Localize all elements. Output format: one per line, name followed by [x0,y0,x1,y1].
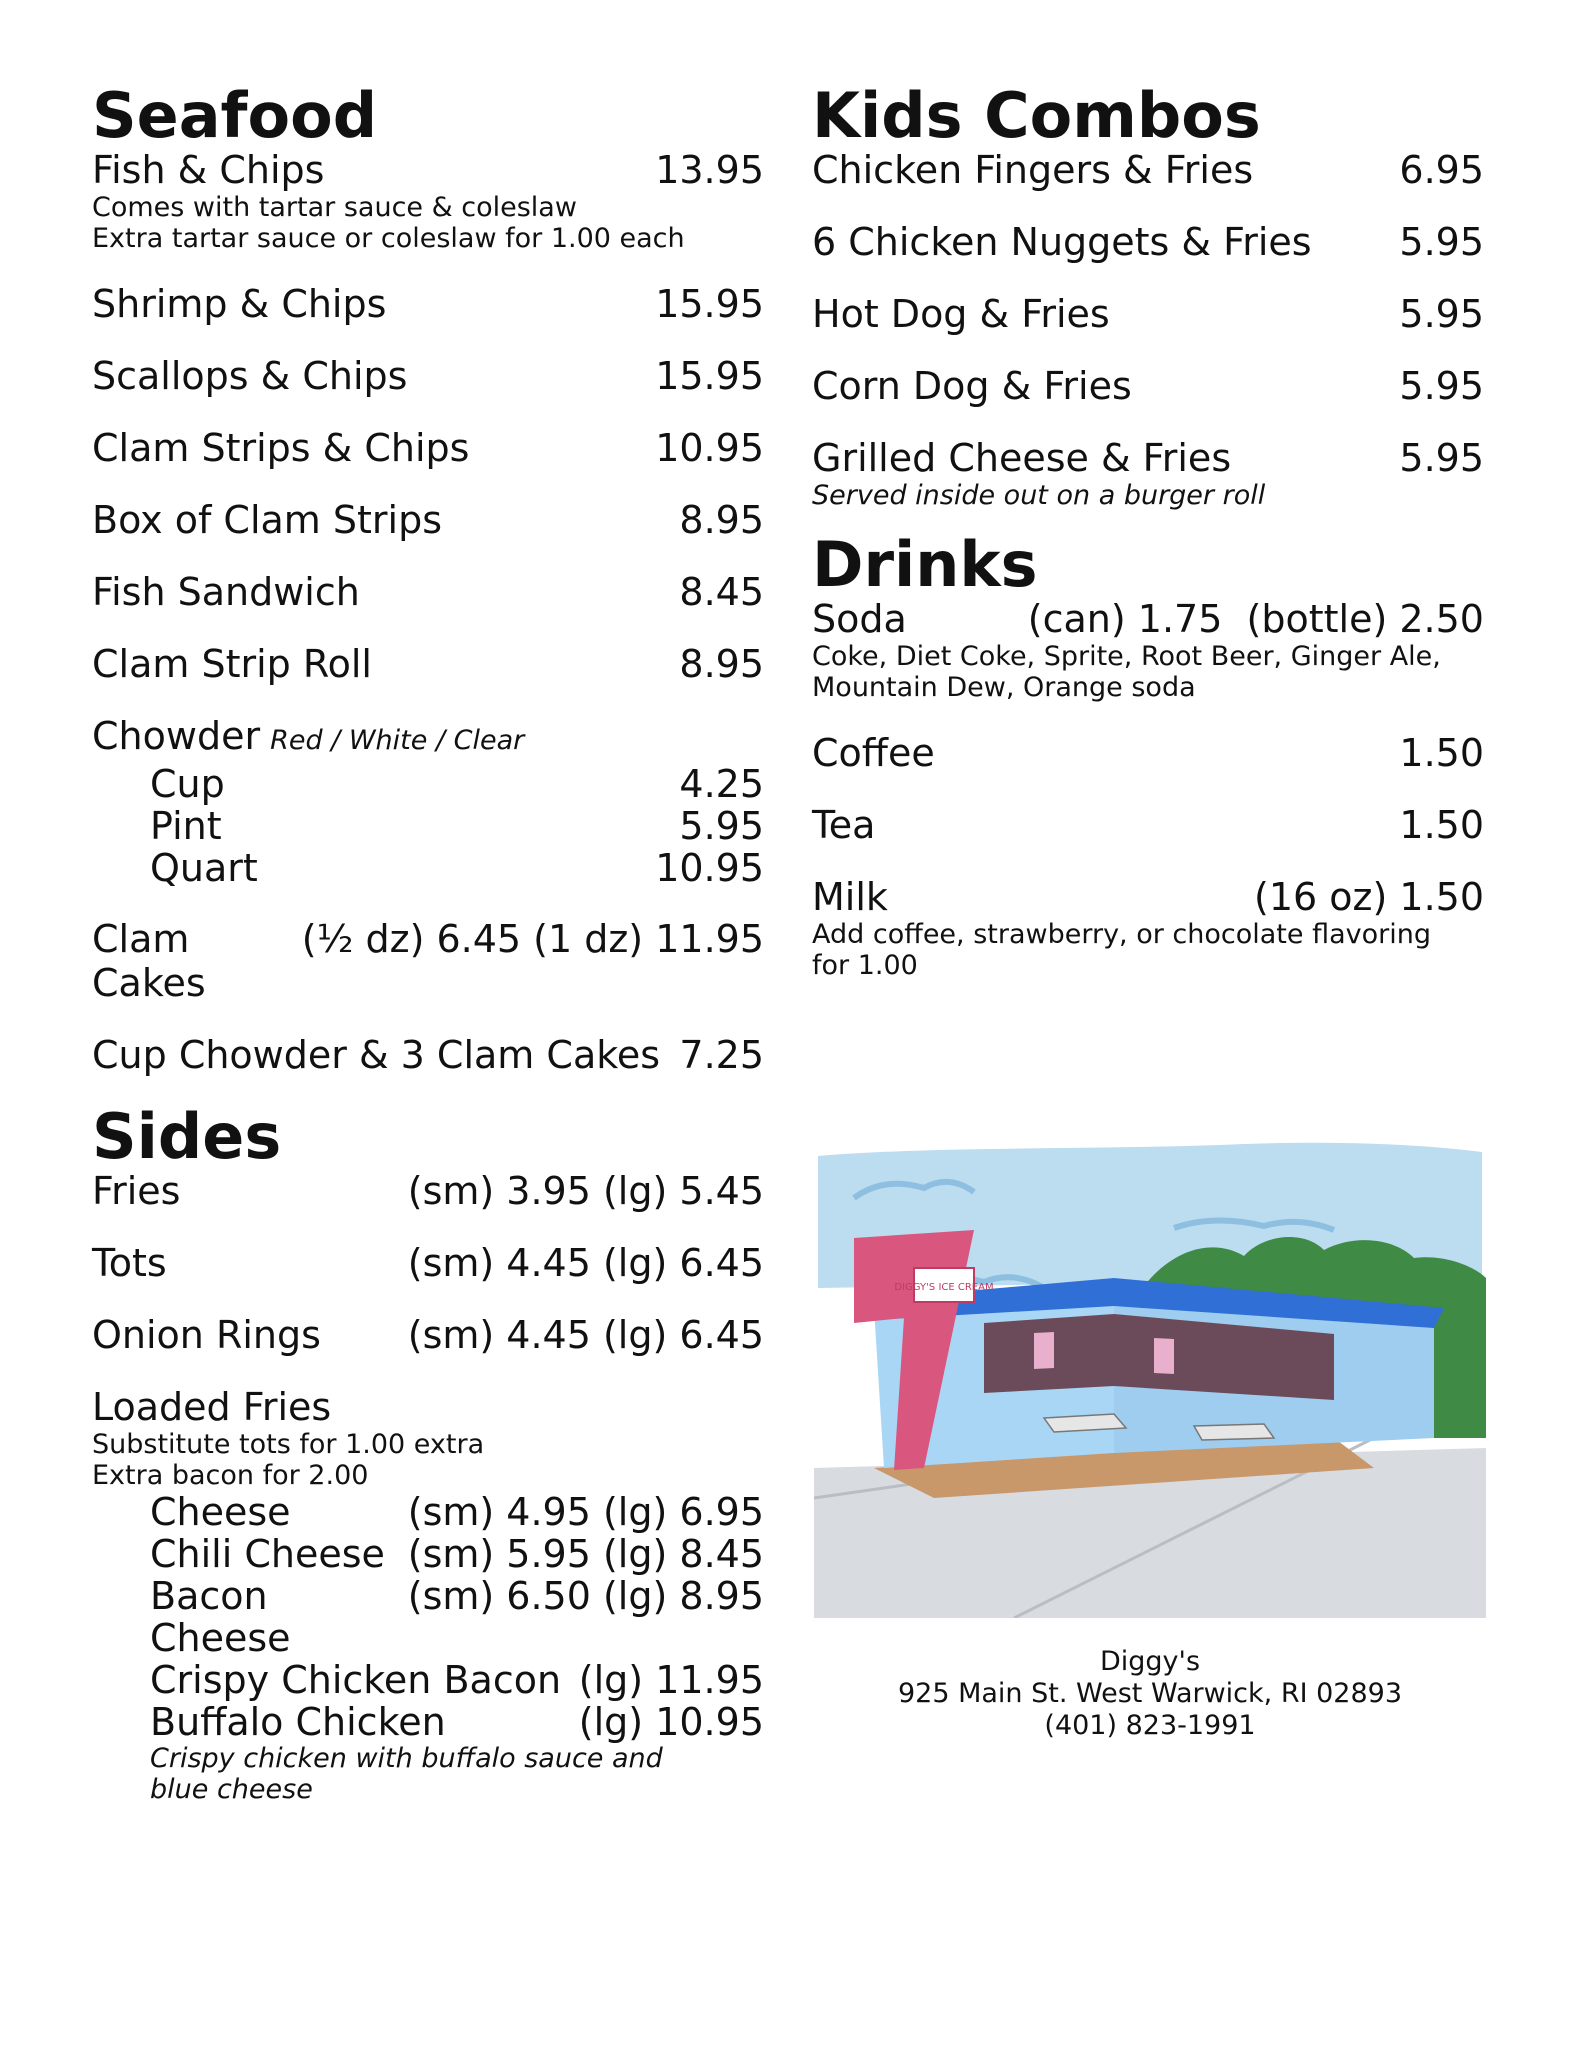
item-name: Chowder [92,714,261,758]
option-name: Crispy Chicken Bacon [150,1658,562,1702]
menu-item [92,498,764,542]
restaurant-illustration [814,1138,1486,1618]
right-column [812,79,1484,981]
kids-combos-heading: Kids Combos [812,79,1261,152]
menu-item [92,354,764,398]
item-price: 7.25 [679,1033,764,1077]
option-price: (sm) 4.95 (lg) 6.95 [407,1490,764,1534]
item-note: Substitute tots for 1.00 extra [92,1429,485,1460]
menu-item-fish-chips [92,148,764,254]
loaded-option [150,1701,764,1743]
menu-item-chowder [92,714,764,889]
restaurant-phone[interactable]: (401) 823-1991 [1044,1710,1256,1741]
option-price: (sm) 5.95 (lg) 8.45 [407,1532,764,1576]
menu-item-combo [92,1033,764,1077]
item-price: 8.45 [679,570,764,614]
item-price: (sm) 4.45 (lg) 6.45 [407,1313,764,1357]
item-name: Onion Rings [92,1313,321,1357]
item-note: Extra bacon for 2.00 [92,1460,369,1491]
loaded-option [150,1659,764,1701]
loaded-option [150,1533,764,1575]
menu-item [92,282,764,326]
menu-item [812,364,1484,408]
item-name: Fish & Chips [92,148,325,192]
menu-item [92,1313,764,1357]
menu-item [92,426,764,470]
menu-item [92,570,764,614]
option-price: (lg) 11.95 [578,1658,764,1702]
seafood-heading: Seafood [92,79,378,152]
item-price: 5.95 [1399,292,1484,336]
item-name: Fries [92,1169,181,1213]
menu-item [812,220,1484,264]
menu-item [812,292,1484,336]
drinks-heading: Drinks [812,528,1038,601]
size-price: 5.95 [679,804,764,848]
restaurant-info [814,1646,1486,1742]
item-name: Clam Cakes [92,917,206,1005]
item-name: Soda [812,597,907,641]
item-price: 5.95 [1399,364,1484,408]
chowder-varieties: Red / White / Clear [270,725,525,756]
item-price: 13.95 [655,148,764,192]
item-name: Fish Sandwich [92,570,360,614]
item-name: Scallops & Chips [92,354,408,398]
item-price: (16 oz) 1.50 [1254,875,1484,919]
sides-heading: Sides [92,1100,282,1173]
menu-item [92,642,764,686]
item-price: (sm) 4.45 (lg) 6.45 [407,1241,764,1285]
option-name: Cheese [150,1490,291,1534]
item-name: Chicken Fingers & Fries [812,148,1254,192]
buffalo-note: Crispy chicken with buffalo sauce and [150,1743,663,1774]
item-name: Clam Strips & Chips [92,426,470,470]
item-note: for 1.00 [812,950,918,981]
item-name: Shrimp & Chips [92,282,387,326]
item-price: (½ dz) 6.45 (1 dz) 11.95 [301,917,764,961]
size-name: Cup [150,762,225,806]
left-column [92,79,764,1805]
chowder-size [150,847,764,889]
option-price: (sm) 6.50 (lg) 8.95 [407,1574,764,1618]
item-name: Box of Clam Strips [92,498,443,542]
item-price: 5.95 [1399,436,1484,480]
item-price: 1.50 [1399,731,1484,775]
item-price: 8.95 [679,642,764,686]
item-price: (can) 1.75 (bottle) 2.50 [1027,597,1484,641]
item-note: Add coffee, strawberry, or chocolate flavoring [812,919,1431,950]
item-note: Comes with tartar sauce & coleslaw [92,192,577,223]
option-name: Buffalo Chicken [150,1700,446,1744]
item-note: Coke, Diet Coke, Sprite, Root Beer, Ginger Ale, [812,641,1441,672]
menu-item-milk [812,875,1484,981]
menu-item [812,803,1484,847]
size-price: 4.25 [679,762,764,806]
option-name: Chili Cheese [150,1532,385,1576]
menu-item [92,1241,764,1285]
size-name: Pint [150,804,222,848]
size-price: 10.95 [655,846,764,890]
menu-item [812,731,1484,775]
item-price: 15.95 [655,282,764,326]
item-name: Milk [812,875,888,919]
menu-item-soda [812,597,1484,703]
restaurant-name: Diggy's [1099,1646,1201,1677]
menu-item-loaded-fries [92,1385,764,1805]
item-name: 6 Chicken Nuggets & Fries [812,220,1312,264]
sign-text: DIGGY'S ICE CREAM [894,1282,994,1293]
size-name: Quart [150,846,258,890]
item-note: Extra tartar sauce or coleslaw for 1.00 each [92,223,685,254]
menu-item [812,436,1484,480]
item-price: 15.95 [655,354,764,398]
loaded-option [150,1491,764,1533]
chowder-size [150,763,764,805]
item-price: 6.95 [1399,148,1484,192]
item-price: 8.95 [679,498,764,542]
item-name: Corn Dog & Fries [812,364,1132,408]
item-name: Cup Chowder & 3 Clam Cakes [92,1033,661,1077]
item-price: 10.95 [655,426,764,470]
item-price: 5.95 [1399,220,1484,264]
buffalo-note: blue cheese [150,1774,313,1805]
option-price: (lg) 10.95 [578,1700,764,1744]
menu-item [92,1169,764,1213]
item-name: Tea [812,803,876,847]
grilled-cheese-note: Served inside out on a burger roll [812,480,1266,511]
loaded-option [150,1575,764,1659]
menu-item-clam-cakes [92,917,764,1005]
item-name: Coffee [812,731,935,775]
item-name: Grilled Cheese & Fries [812,436,1232,480]
item-name: Tots [92,1241,167,1285]
item-name: Hot Dog & Fries [812,292,1110,336]
loaded-fries-options [92,1491,764,1805]
item-note: Mountain Dew, Orange soda [812,672,1196,703]
menu-item [812,148,1484,192]
item-name: Clam Strip Roll [92,642,372,686]
restaurant-address: 925 Main St. West Warwick, RI 02893 [897,1678,1403,1709]
item-price: 1.50 [1399,803,1484,847]
item-price: (sm) 3.95 (lg) 5.45 [407,1169,764,1213]
item-name: Loaded Fries [92,1385,332,1429]
chowder-sizes [92,763,764,889]
option-name: Bacon Cheese [150,1574,291,1660]
chowder-size [150,805,764,847]
